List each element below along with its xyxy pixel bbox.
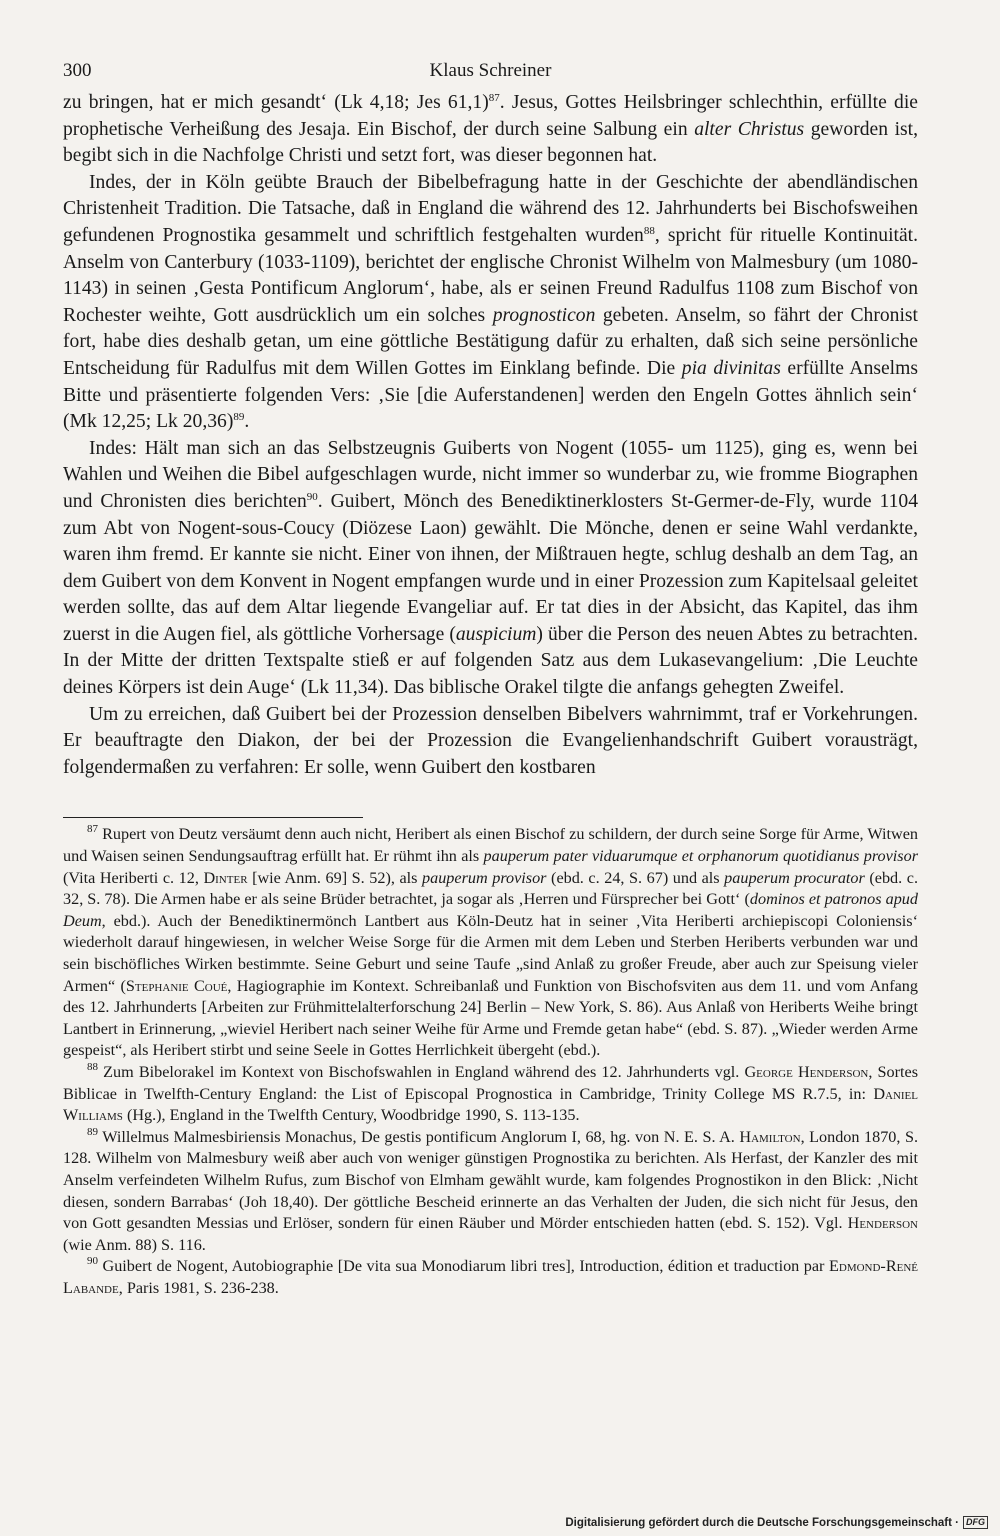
paragraph — [63, 170, 918, 436]
digitization-credit — [565, 1516, 988, 1529]
text-run: (ebd. c. 32, S. 78). Die Armen habe er als seine Brüder betrachtet, ja sogar als ‚Herren und Fürsprecher bei Gott‘ ( — [63, 868, 918, 909]
italic-text: dominos et patronos apud Deum — [63, 890, 918, 930]
text-run: , Hagiographie im Kontext. Schreibanlaß und Funktion von Bischofsviten aus dem 11. und vom Anfang des 12. Jahrhunderts [Arbeiten zur Frühmittelalterforschung 24] Berlin – New York, S. 86). Aus Anlaß von Heriberts Weihe bringt Lantbert in Erinnerung, „wieviel Heribert nach seiner Weihe für Arme und Fremde getan habe“ (ebd. S. 87). „Wieder werden Arme gespeist“, als Heribert stirbt und seine Seele in Gottes Herrlichkeit übergeht (ebd.). — [63, 976, 918, 1060]
text-run: , Sortes Biblicae in Twelfth-Century England: the List of Episcopal Prognostica in Cambridge, Trinity College MS R.7.5, in: — [63, 1062, 918, 1103]
text-run: Um zu erreichen, daß Guibert bei der Prozession denselben Bibelvers wahrnimmt, traf er Vorkehrungen. Er beauftragte den Diakon, der bei der Prozession die Evangelienhandschrift Guibert vorausträgt, folgendermaßen zu verfahren: Er solle, wenn Guibert den kostbaren — [63, 703, 918, 778]
text-run: (ebd. c. 24, S. 67) und als — [546, 868, 725, 887]
italic-text: pia divinitas — [681, 357, 781, 379]
note-ref: 89 — [233, 411, 245, 424]
text-run: , London 1870, S. 128. Wilhelm von Malmesbury weiß aber auch von weniger günstigen Prognostika zu berichten. Als Herfast, der Kanzler des mit Anselm verfeindeten Wilhelm Rufus, zum Bischof von Elmham gewählt wurde, kam folgendes Prognostikon in den Blick: ‚Nicht diesen, sondern Barrabas‘ (Joh 18,40). Der göttliche Bescheid erinnerte an das Verhalten der Juden, die sich nicht für Jesus, den von Gott gesandten Messias und Erlöser, sondern für einen Räuber und Mörder entschieden hatten (ebd. S. 152). Vgl. — [63, 1127, 918, 1233]
paragraph — [63, 90, 918, 170]
footnote-87 — [63, 824, 918, 1062]
footnote-90 — [63, 1256, 918, 1299]
note-ref: 88 — [87, 1060, 98, 1073]
page-number: 300 — [63, 60, 92, 81]
note-ref: 90 — [306, 490, 318, 503]
text-run: ) über die Person des neuen Abtes zu betrachten. In der Mitte der dritten Textspalte stieß er auf folgenden Satz aus dem Lukasevangelium: ‚Die Leuchte deines Körpers ist dein Auge‘ (Lk 11,34). Das biblische Orakel tilgte die anfangs gehegten Zweifel. — [63, 623, 918, 699]
footnote-88 — [63, 1062, 918, 1127]
footnotes — [63, 824, 918, 1299]
text-run: Zum Bibelorakel im Kontext von Bischofswahlen in England während des 12. Jahrhunderts vgl. — [98, 1062, 745, 1081]
text-run: . Jesus, Gottes Heilsbringer schlechthin, erfüllte die prophetische Verheißung des Jesaja. Ein Bischof, der durch seine Salbung ein — [63, 92, 918, 140]
text-run: zu bringen, hat er mich gesandt‘ (Lk 4,18; Jes 61,1) — [63, 92, 489, 113]
text-run: geworden ist, begibt sich in die Nachfolge Christi und setzt fort, was dieser begonnen hat. — [63, 118, 918, 167]
footnote-89 — [63, 1127, 918, 1257]
italic-text: alter Christus — [694, 118, 805, 140]
text-run: erfüllte Anselms Bitte und präsentierte folgenden Vers: ‚Sie [die Auferstandenen] werden den Engeln Gottes ähnlich sein‘ (Mk 12,25; Lk 20,36) — [63, 357, 918, 433]
text-run: Rupert von Deutz versäumt denn auch nicht, Heribert als einen Bischof zu schildern, der durch seine Sorge für Arme, Witwen und Waisen seinen Sendungsauftrag erfüllt hat. Er rühmt ihn als — [63, 825, 918, 866]
italic-text: pauperum pater viduarumque et orphanorum quotidianus provisor — [483, 847, 918, 866]
main-text — [63, 90, 918, 781]
dfg-logo: DFG — [963, 1516, 988, 1529]
small-caps-name: Stephanie Coué — [125, 976, 228, 995]
text-run: (Vita Heriberti c. 12, — [63, 868, 204, 887]
text-run: . Guibert, Mönch des Benediktinerklosters St-Germer-de-Fly, wurde 1104 zum Abt von Nogent-sous-Coucy (Diözese Laon) gewählt. Die Mönche, denen er seine Wahl verdankte, waren ihm fremd. Er kannte sie nicht. Einer von ihnen, der Mißtrauen hegte, schlug deshalb an dem Tag, an dem Guibert von dem Konvent in Nogent empfangen wurde und in einer Prozession zum Kapitelsaal geleitet werden sollte, das auf dem Altar liegende Evangeliar auf. Er tat dies in der Absicht, das Kapitel, das ihm zuerst in die Augen fiel, als göttliche Vorhersage ( — [63, 490, 918, 645]
text-run: Indes, der in Köln geübte Brauch der Bibelbefragung hatte in der Geschichte der abendländischen Christenheit Tradition. Die Tatsache, daß in England die während des 12. Jahrhunderts bei Bischofsweihen gefundenen Prognostika gesammelt und schriftlich festgehalten wurden — [63, 171, 918, 246]
italic-text: pauperum provisor — [422, 868, 547, 887]
italic-text: prognosticon — [492, 304, 596, 326]
note-ref: 87 — [87, 823, 98, 836]
paragraph — [63, 436, 918, 702]
text-run: Guibert de Nogent, Autobiographie [De vita sua Monodiarum libri tres], Introduction, édition et traduction par — [98, 1257, 829, 1276]
footnote-divider — [63, 817, 363, 818]
note-ref: 89 — [87, 1125, 98, 1138]
paragraph — [63, 702, 918, 782]
text-run: , ebd.). Auch der Benediktinermönch Lantbert aus Köln-Deutz hat in seiner ‚Vita Heriberti archiepiscopi Coloniensis‘ wiederholt darauf hingewiesen, in welcher Weise Sorge für die Armen mit dem Leben und Sterben Heriberts verbunden war und sein bischöfliches Wirken bestimmte. Seine Geburt und seine Taufe „sind Anlaß zu großer Freude, aber auch zur Speisung vieler Armen“ ( — [63, 911, 918, 995]
text-run: (wie Anm. 88) S. 116. — [63, 1235, 206, 1254]
running-header — [63, 58, 918, 90]
note-ref: 90 — [87, 1255, 98, 1268]
author-header: Klaus Schreiner — [429, 60, 552, 81]
text-run: [wie Anm. 69] S. 52), als — [247, 868, 423, 887]
text-run: gebeten. Anselm, so fährt der Chronist fort, habe dies deshalb getan, um eine göttliche Bestätigung dafür zu erhalten, daß sich seine persönliche Entscheidung für Radulfus mit dem Willen Gottes im Einklang befinde. Die — [63, 304, 918, 379]
text-run: Willelmus Malmesbiriensis Monachus, De gestis pontificum Anglorum I, 68, hg. von N. E. S. A. — [98, 1127, 740, 1146]
text-run: , Paris 1981, S. 236-238. — [118, 1278, 279, 1297]
small-caps-name: George Henderson — [744, 1062, 869, 1081]
small-caps-name: Hamilton — [739, 1127, 801, 1146]
small-caps-name: Edmond-René Labande — [63, 1257, 918, 1297]
small-caps-name: Daniel Williams — [63, 1084, 918, 1125]
text-run: (Hg.), England in the Twelfth Century, Woodbridge 1990, S. 113-135. — [122, 1106, 580, 1125]
note-ref: 87 — [488, 92, 500, 104]
italic-text: auspicium — [455, 623, 537, 645]
italic-text: pauperum procurator — [724, 868, 865, 887]
small-caps-name: Dinter — [203, 868, 248, 887]
text-run: , spricht für rituelle Kontinuität. Anselm von Canterbury (1033-1109), berichtet der englische Chronist Wilhelm von Malmesbury (um 1080-1143) in seinen ‚Gesta Pontificum Anglorum‘, habe, als er seinen Freund Radulfus 1108 zum Bischof von Rochester weihte, Gott ausdrücklich um ein solches — [63, 224, 918, 326]
text-run: Indes: Hält man sich an das Selbstzeugnis Guiberts von Nogent (1055- um 1125), ging es, wenn bei Wahlen und Weihen die Bibel aufgeschlagen wurde, nicht immer so wunderbar zu, wie fromme Biographen und Chronisten dies berichten — [63, 437, 918, 512]
small-caps-name: Henderson — [847, 1214, 918, 1233]
note-ref: 88 — [643, 224, 655, 237]
credit-text: Digitalisierung gefördert durch die Deutsche Forschungsgemeinschaft · — [565, 1516, 959, 1529]
book-page — [63, 58, 918, 1300]
text-run: . — [244, 411, 250, 433]
